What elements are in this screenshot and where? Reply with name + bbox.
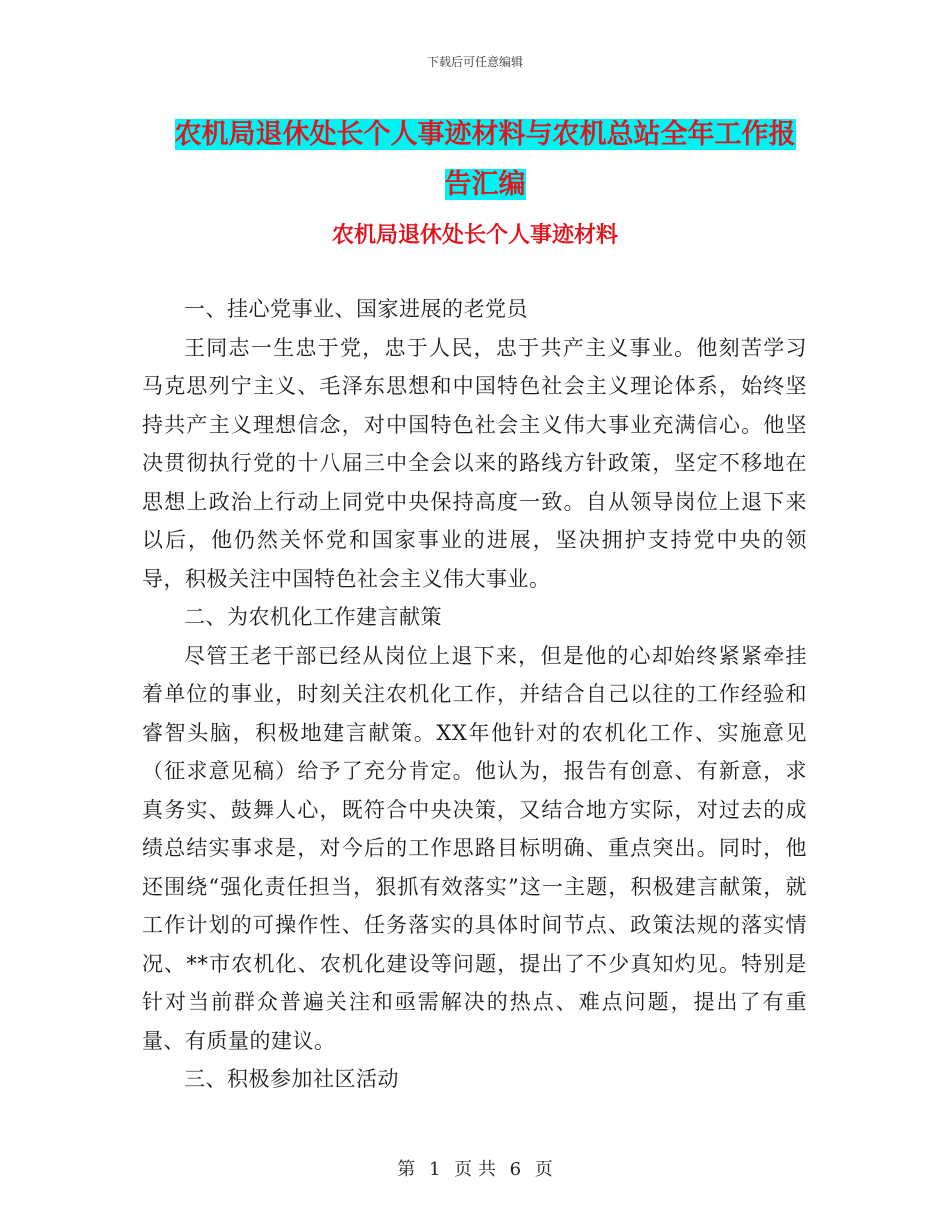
footer-middle: 页 共: [454, 1159, 496, 1180]
header-note: 下载后可任意编辑: [426, 55, 523, 69]
document-title-line-1: 农机局退休处长个人事迹材料与农机总站全年工作报: [174, 119, 796, 150]
document-title-line-2: 告汇编: [444, 169, 526, 200]
document-body: [142, 290, 807, 1099]
paragraph-2: 尽管王老干部已经从岗位上退下来，但是他的心却始终紧紧牵挂着单位的事业，时刻关注农机化工作，并结合自己以往的工作经验和睿智头脑，积极地建言献策。XX年他针对的农机化工作、实施意见（征求意见稿）给予了充分肯定。他认为，报告有创意、有新意，求真务实、鼓舞人心，既符合中央决策，又结合地方实际，对过去的成绩总结实事求是，对今后的工作思路目标明确、重点突出。同时，他还围绕“强化责任担当，狠抓有效落实”这一主题，积极建言献策，就工作计划的可操作性、任务落实的具体时间节点、政策法规的落实情况、**市农机化、农机化建设等问题，提出了不少真知灼见。特别是针对当前群众普遍关注和亟需解决的热点、难点问题，提出了有重量、有质量的建议。: [142, 643, 807, 1053]
heading-1: 一、挂心党事业、国家进展的老党员: [184, 297, 528, 321]
footer-suffix: 页: [534, 1159, 553, 1180]
paragraph-1: 王同志一生忠于党，忠于人民，忠于共产主义事业。他刻苦学习马克思列宁主义、毛泽东思想和中国特色社会主义理论体系，始终坚持共产主义理想信念，对中国特色社会主义伟大事业充满信心。他坚决贯彻执行党的十八届三中全会以来的路线方针政策，坚定不移地在思想上政治上行动上同党中央保持高度一致。自从领导岗位上退下来以后，他仍然关怀党和国家事业的进展，坚决拥护支持党中央的领导，积极关注中国特色社会主义伟大事业。: [142, 335, 807, 591]
section-title: 农机局退休处长个人事迹材料: [331, 222, 618, 248]
heading-2: 二、为农机化工作建言献策: [184, 605, 442, 629]
document-title: [140, 110, 830, 210]
page-footer: [0, 1155, 950, 1181]
page-number: 1: [428, 1159, 441, 1180]
page-total: 6: [509, 1159, 522, 1180]
heading-3: 三、积极参加社区活动: [184, 1067, 399, 1091]
footer-prefix: 第: [397, 1159, 416, 1180]
